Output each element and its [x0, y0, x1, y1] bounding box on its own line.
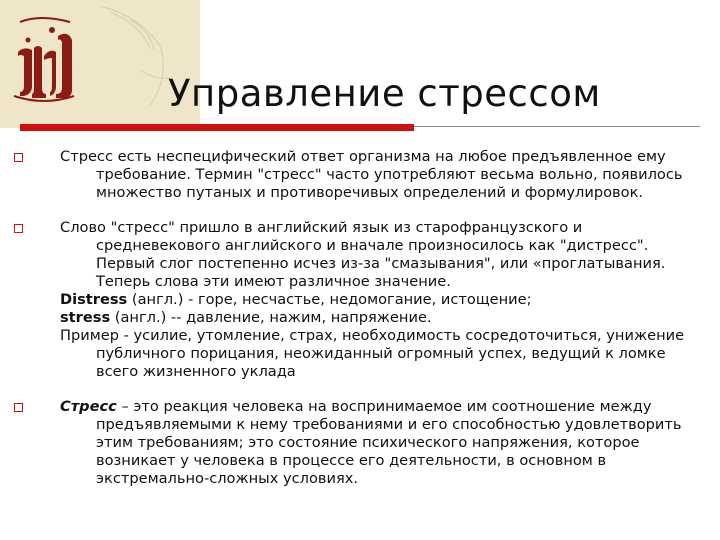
- slide-title: Управление стрессом: [168, 72, 601, 115]
- slide-body: [60, 148, 710, 488]
- stress-definition: – это реакция человека на воспринимаемое им соотношение между предъявляемыми к нему требованиями и его способностью удовлетворить этим требованиям; это состояние психического напряжения, которое возникает у человека в процессе его деятельности, в основном в экстремально-сложных условиях.: [96, 398, 682, 487]
- title-accent-bar: [20, 124, 414, 131]
- term-distress-definition: (англ.) - горе, несчастье, недомогание, истощение;: [127, 291, 532, 308]
- term-distress: Distress: [60, 291, 128, 308]
- bullet-square-icon: [14, 224, 23, 233]
- bullet-2-line-3: [60, 309, 710, 327]
- bullet-1-text: Стресс есть неспецифический ответ организма на любое предъявленное ему требование. Термин "стресс" часто употребляют весьма вольно, появилось множество путаных и противоречивых определений и формулировок.: [60, 148, 683, 201]
- bullet-2-line-4: Пример - усилие, утомление, страх, необходимость сосредоточиться, унижение публичного порицания, неожиданный огромный успех, ведущий к ломке всего жизненного уклада: [60, 327, 685, 380]
- bullet-2-line-2: [60, 291, 710, 309]
- term-stress-ru: Стресс: [60, 398, 117, 415]
- bullet-2-line-1: Слово "стресс" пришло в английский язык из старофранцузского и средневекового английского и вначале произносилось как "дистресс". Первый слог постепенно исчез из-за "смазывания", или «проглатывания. Теперь слова эти имеют различное значение.: [60, 219, 666, 290]
- bullet-1: [60, 148, 710, 202]
- bullet-2: [60, 219, 710, 381]
- bullet-square-icon: [14, 153, 23, 162]
- bullet-square-icon: [14, 403, 23, 412]
- bullet-3: [60, 398, 710, 488]
- bullet-3-text: [60, 398, 710, 488]
- term-stress-definition: (англ.) -- давление, нажим, напряжение.: [110, 309, 432, 326]
- term-stress: stress: [60, 309, 111, 326]
